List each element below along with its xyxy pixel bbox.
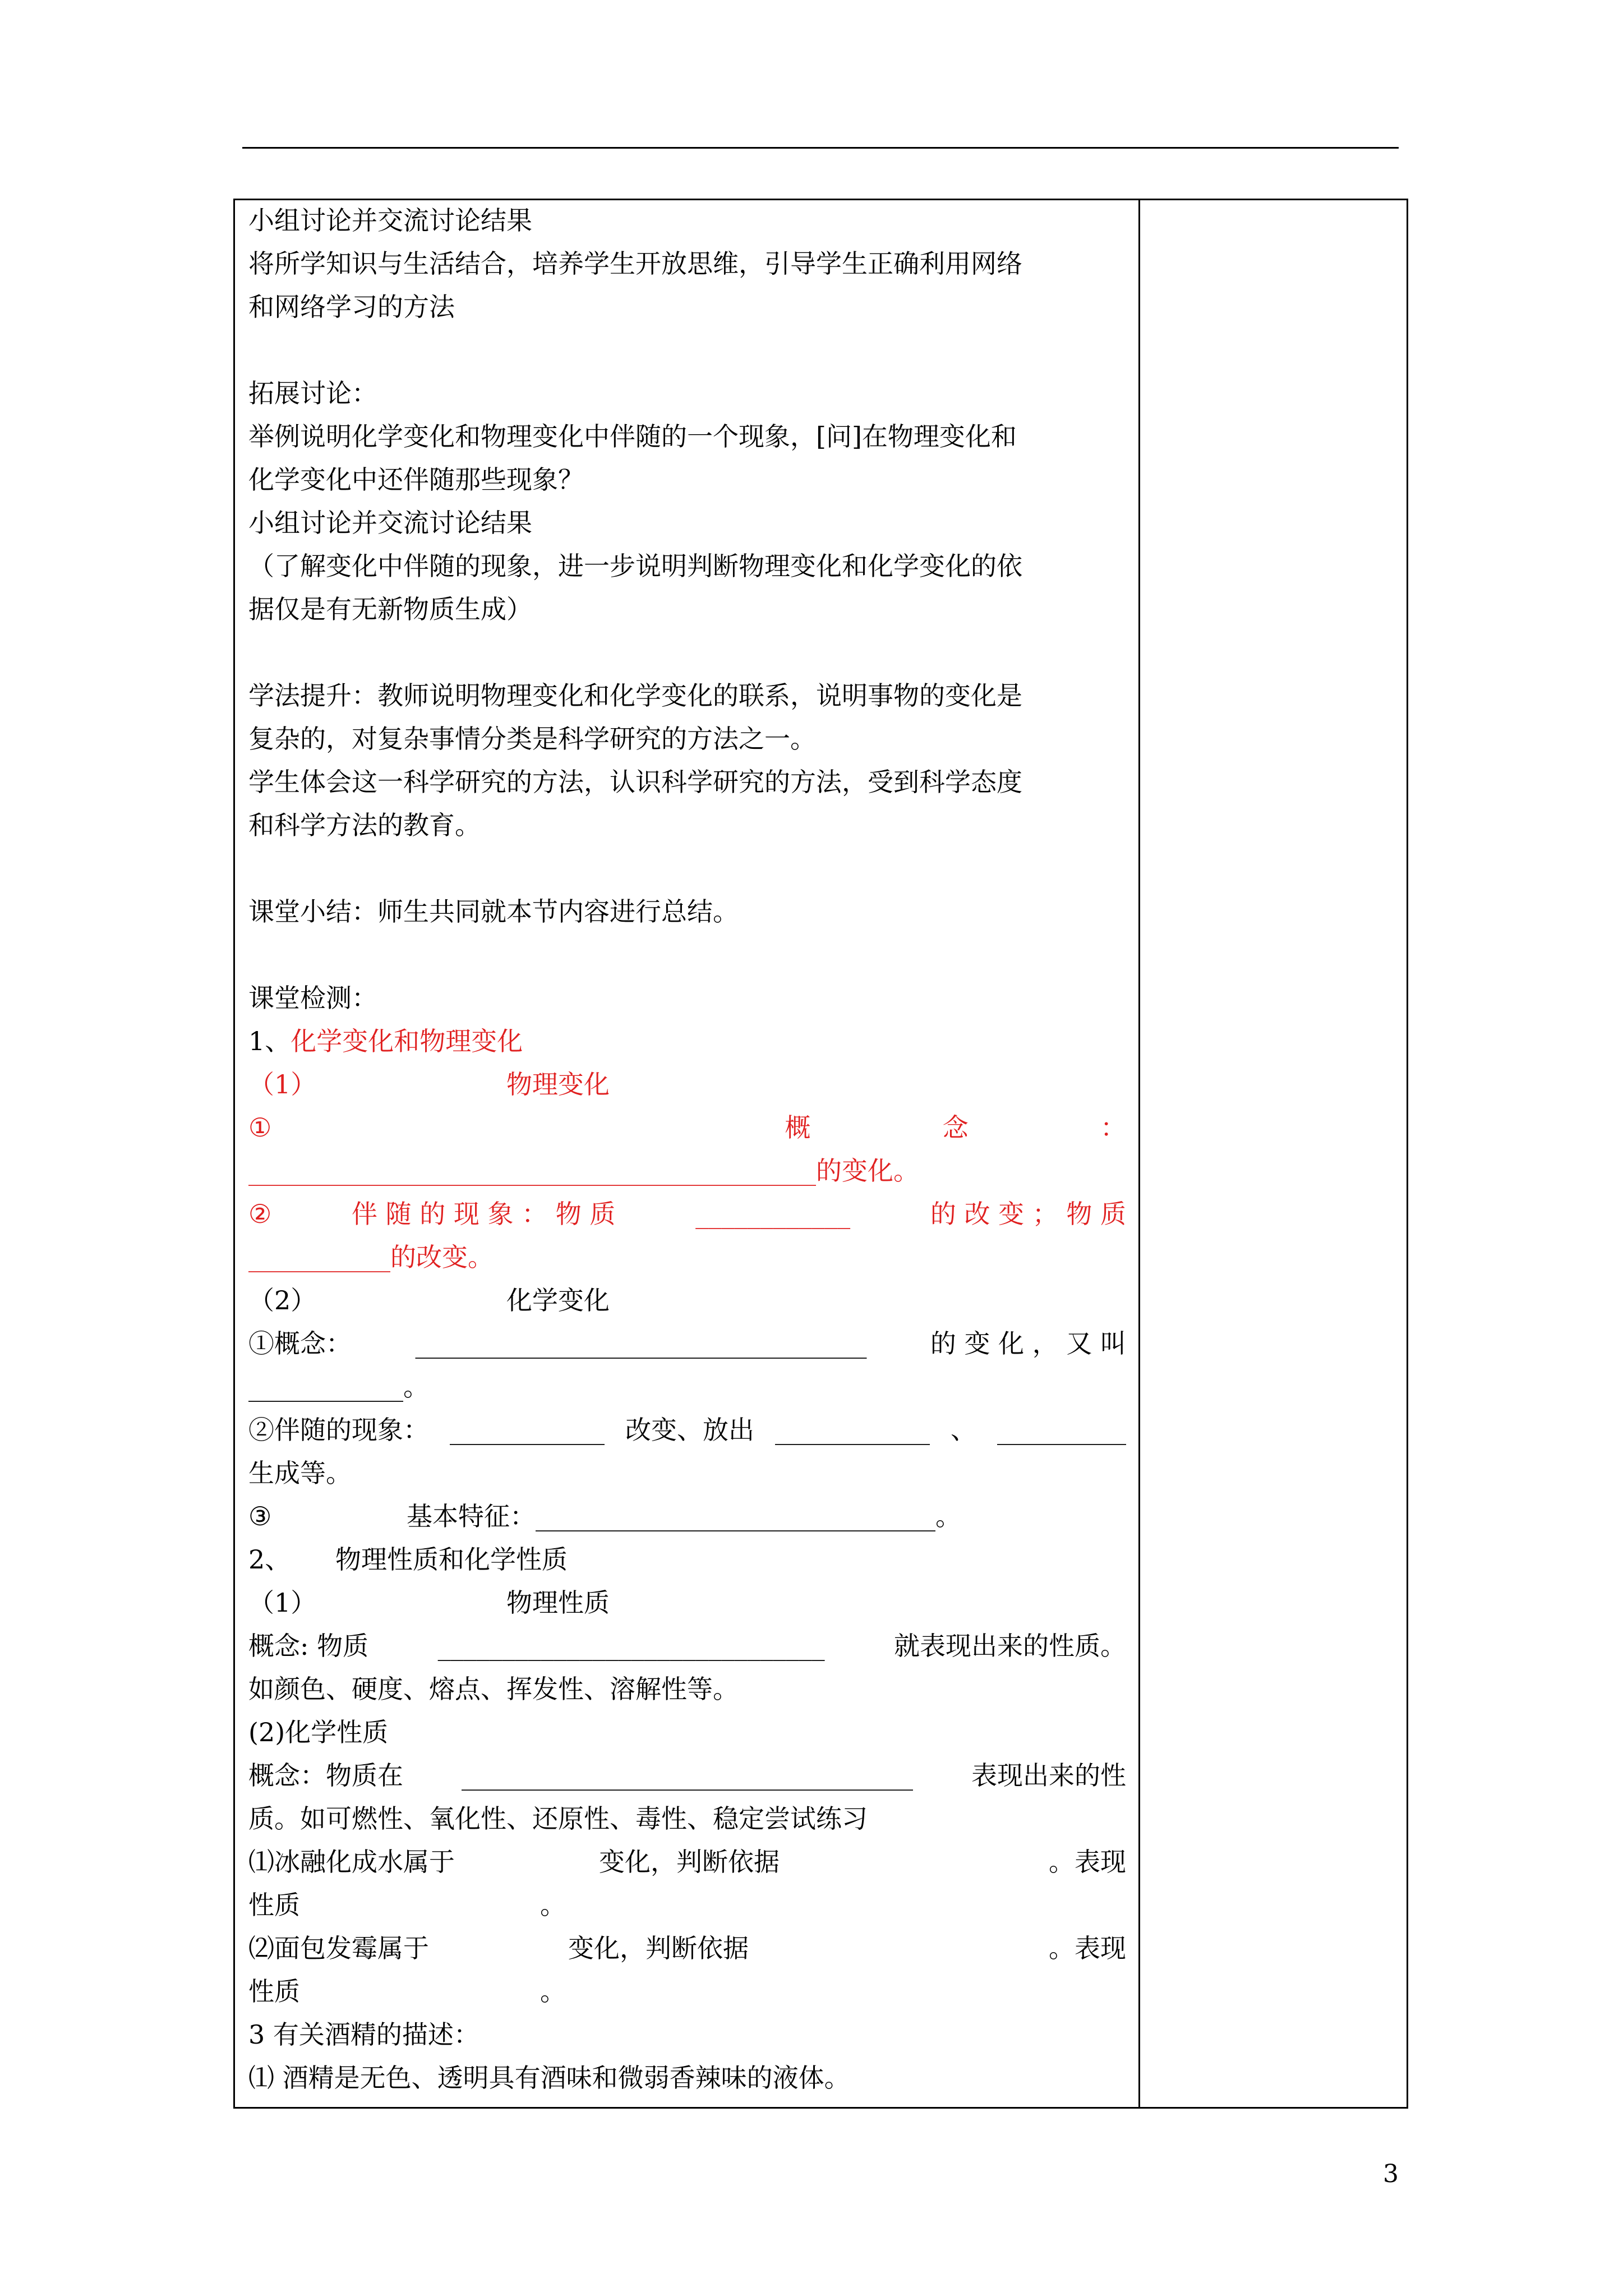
- header-rule: [242, 147, 1399, 149]
- text-line: 学法提升：教师说明物理变化和化学变化的联系，说明事物的变化是: [248, 680, 1022, 711]
- text: 念: [942, 1112, 969, 1143]
- text-line: 课堂检测：: [248, 983, 377, 1013]
- blank-line: [248, 329, 1126, 372]
- circled-number: ③: [248, 1501, 272, 1531]
- blank-line: [248, 847, 1126, 890]
- text: 变化，判断依据: [599, 1847, 780, 1877]
- blank-underline: ____________: [775, 1415, 930, 1445]
- text-line: [248, 1625, 1126, 1668]
- subheading: 物理性质和化学性质: [335, 1544, 568, 1575]
- text-line: [248, 1193, 1126, 1236]
- blank-underline: __________: [997, 1415, 1126, 1445]
- text-line: 小组讨论并交流讨论结果: [248, 205, 532, 236]
- red-heading: 化学变化和物理变化: [291, 1026, 523, 1056]
- text-line: [248, 1063, 1126, 1106]
- text-line: 质。如可燃性、氧化性、还原性、毒性、稳定尝试练习: [248, 1803, 868, 1834]
- text-line: ____________。: [248, 1372, 429, 1402]
- subheading: 化学变化: [506, 1285, 610, 1315]
- blank-underline: ____________: [450, 1415, 605, 1445]
- text-line: [248, 1020, 1126, 1063]
- text-line: （了解变化中伴随的现象，进一步说明判断物理变化和化学变化的依: [248, 551, 1022, 581]
- text: 的 改 变 ； 物 质: [930, 1199, 1126, 1229]
- text: 。表现: [1049, 1847, 1126, 1877]
- text: 伴 随 的 现 象 ： 物 质: [352, 1199, 616, 1229]
- blank-line: [248, 933, 1126, 977]
- text-line: 举例说明化学变化和物理变化中伴随的一个现象，[问]在物理变化和: [248, 421, 1017, 452]
- text-line: [248, 1841, 1126, 1884]
- item-number: 1、: [248, 1026, 291, 1056]
- text: 性质: [248, 1976, 300, 2007]
- item-label: （2）: [248, 1285, 317, 1315]
- text-line: 和网络学习的方法: [248, 292, 455, 322]
- text-line: 学生体会这一科学研究的方法，认识科学研究的方法，受到科学态度: [248, 767, 1022, 797]
- text-line: 和科学方法的教育。: [248, 810, 481, 840]
- circled-number: ②: [248, 1199, 272, 1229]
- lesson-content-cell: [248, 199, 1126, 2100]
- text-line: (2)化学性质: [248, 1717, 389, 1747]
- text: 概: [785, 1112, 811, 1143]
- text-line: [248, 1106, 1126, 1149]
- item-label: （1）: [248, 1588, 317, 1618]
- text: 基本特征：_______________________________。: [407, 1501, 961, 1531]
- circled-number: ①: [248, 1112, 272, 1143]
- text: 的改变。: [390, 1242, 494, 1272]
- text: ：: [1100, 1112, 1126, 1143]
- column-divider: [1138, 199, 1140, 2109]
- text: ⑵面包发霉属于: [248, 1933, 429, 1963]
- text: 改变、放出: [625, 1415, 754, 1445]
- text: 性质: [248, 1890, 300, 1920]
- text: 。: [540, 1976, 566, 2007]
- blank-underline: ___________________________________: [415, 1328, 867, 1359]
- blank-underline: ______________________________: [437, 1631, 825, 1661]
- text: ⑴冰融化成水属于: [248, 1847, 455, 1877]
- text-line: ⑴ 酒精是无色、透明具有酒味和微弱香辣味的液体。: [248, 2063, 850, 2093]
- blank-line: [248, 631, 1126, 674]
- item-label: （1）: [248, 1069, 317, 1099]
- text-line: [248, 1279, 1126, 1322]
- text-line: [248, 1149, 1126, 1193]
- text-line: [248, 1409, 1126, 1452]
- text: 表现出来的性: [971, 1760, 1126, 1791]
- blank-underline: ___________: [248, 1242, 390, 1272]
- text-line: [248, 1884, 1126, 1927]
- text: 。表现: [1049, 1933, 1126, 1963]
- page-number: 3: [1383, 2160, 1399, 2188]
- text-line: [248, 1236, 1126, 1279]
- blank-underline: ____________________________________________: [248, 1156, 816, 1186]
- text: 。: [540, 1890, 566, 1920]
- blank-underline: ____________: [695, 1199, 851, 1229]
- text-line: 将所学知识与生活结合，培养学生开放思维，引导学生正确利用网络: [248, 249, 1022, 279]
- text-line: 化学变化中还伴随那些现象？: [248, 464, 584, 495]
- text-line: [248, 1754, 1126, 1797]
- text: 、: [951, 1415, 976, 1445]
- text: ①概念：: [248, 1328, 352, 1359]
- text-line: [248, 1927, 1126, 1970]
- subheading: 物理变化: [506, 1069, 610, 1099]
- text-line: 如颜色、硬度、熔点、挥发性、溶解性等。: [248, 1674, 739, 1704]
- text-line: 小组讨论并交流讨论结果: [248, 508, 532, 538]
- text-line: 课堂小结：师生共同就本节内容进行总结。: [248, 896, 739, 927]
- text-line: [248, 1495, 1126, 1538]
- text-line: 拓展讨论：: [248, 378, 377, 408]
- text: ②伴随的现象：: [248, 1415, 429, 1445]
- text: 的 变 化 ， 又 叫: [930, 1328, 1126, 1359]
- text-line: [248, 1538, 1126, 1581]
- blank-underline: ___________________________________: [462, 1760, 913, 1791]
- text-line: 3 有关酒精的描述：: [248, 2019, 479, 2050]
- text: 的变化。: [816, 1156, 919, 1186]
- text-line: 据仅是有无新物质生成）: [248, 594, 532, 624]
- text-line: [248, 1970, 1126, 2013]
- text: 概念: 物质: [248, 1631, 369, 1661]
- text: 概念：物质在: [248, 1760, 403, 1791]
- text: 变化，判断依据: [568, 1933, 749, 1963]
- subheading: 物理性质: [506, 1588, 610, 1618]
- item-number: 2、: [248, 1544, 291, 1575]
- text: 就表现出来的性质。: [894, 1631, 1126, 1661]
- text-line: [248, 1581, 1126, 1625]
- text-line: 复杂的，对复杂事情分类是科学研究的方法之一。: [248, 724, 816, 754]
- text-line: 生成等。: [248, 1458, 352, 1488]
- text-line: [248, 1322, 1126, 1365]
